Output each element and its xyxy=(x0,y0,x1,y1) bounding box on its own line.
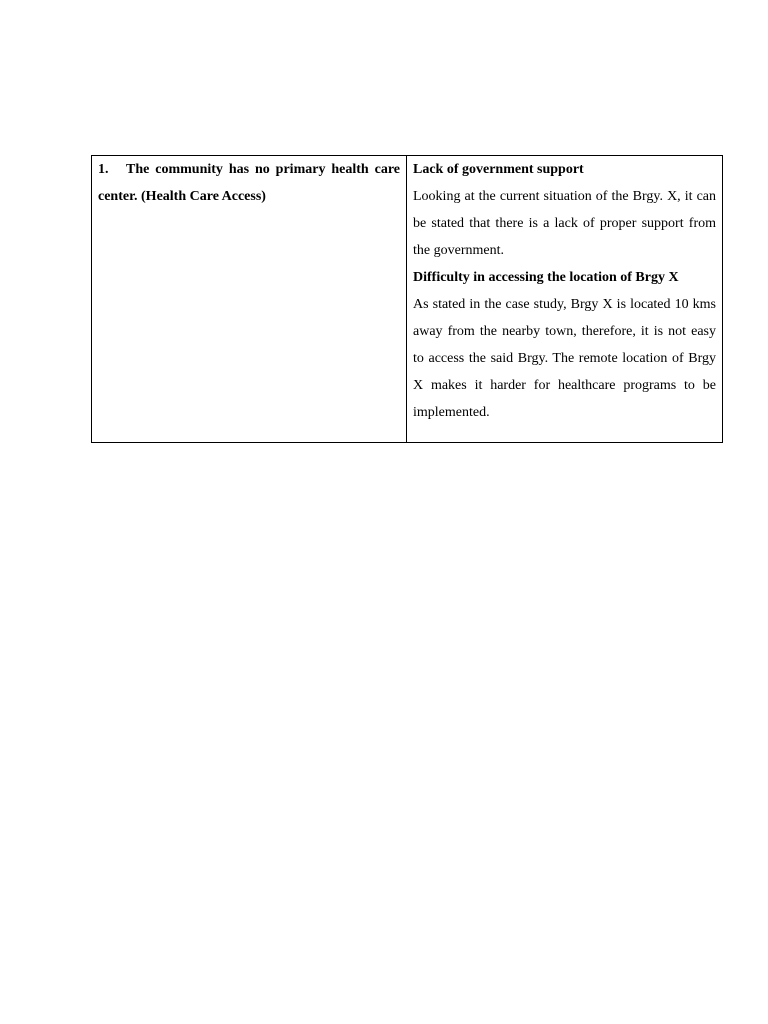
issue-text: The community has no primary health care center. (Health Care Access) xyxy=(98,162,400,204)
cause-description: As stated in the case study, Brgy X is located 10 kms away from the nearby town, therefore, it is not easy to access the said Brgy. The remote location of Brgy X makes it harder for healthcare programs to be implemented. xyxy=(413,297,716,420)
causes-cell xyxy=(407,156,723,443)
problem-cause-table xyxy=(91,155,723,443)
table-row xyxy=(92,156,723,443)
issue-statement xyxy=(98,156,400,210)
issue-cell xyxy=(92,156,407,443)
issue-number: 1. xyxy=(98,162,109,177)
cause-heading: Lack of government support xyxy=(413,162,584,177)
cause-description: Looking at the current situation of the Brgy. X, it can be stated that there is a lack of proper support from the government. xyxy=(413,189,716,258)
cause-heading: Difficulty in accessing the location of Brgy X xyxy=(413,270,679,285)
